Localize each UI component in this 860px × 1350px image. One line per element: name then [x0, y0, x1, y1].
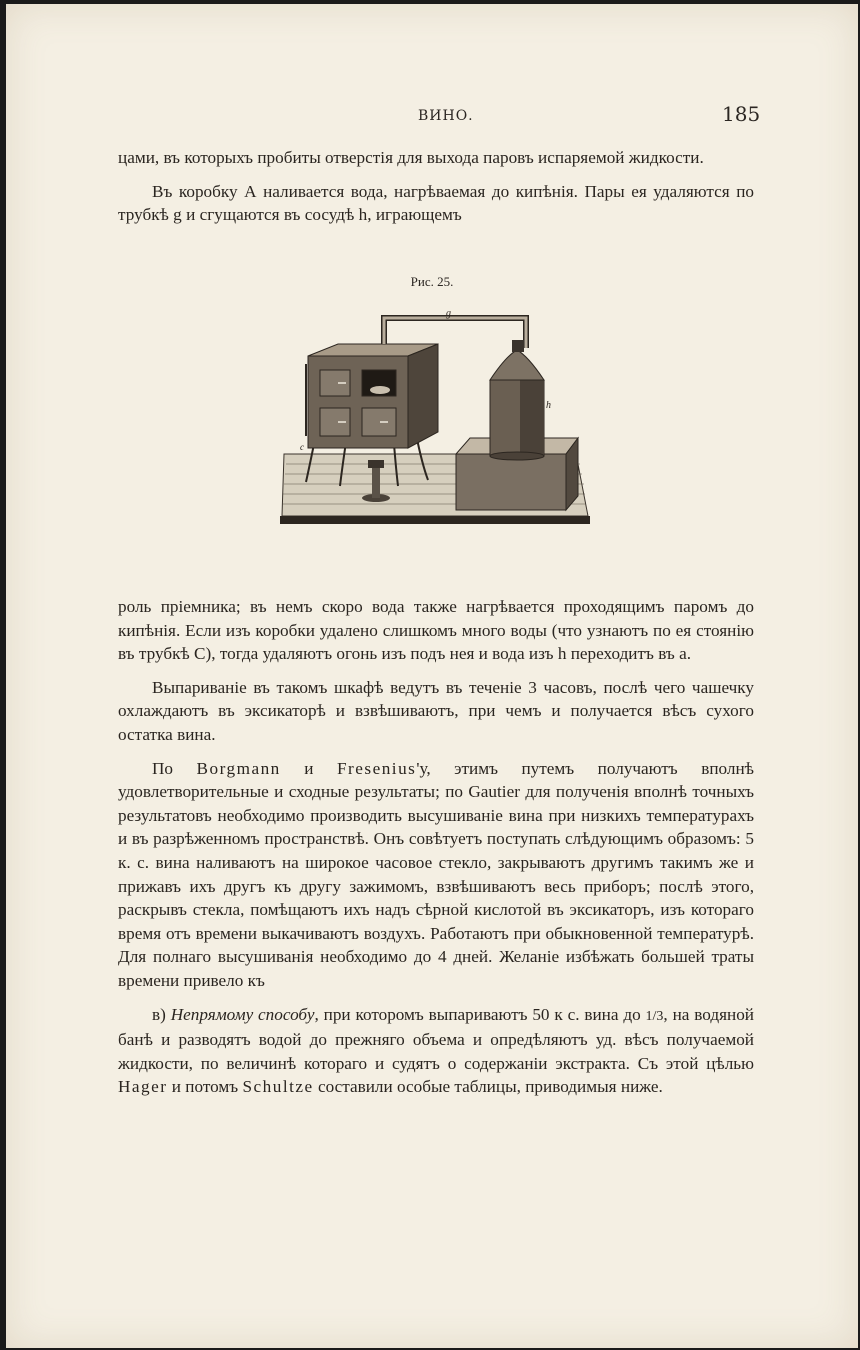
block-front — [456, 454, 566, 510]
paragraph-1: цами, въ которыхъ пробиты отверстія для выхода паровъ испаряемой жидкости. — [118, 148, 704, 167]
bottom-text-block — [118, 595, 754, 1099]
p6-text-e: составили особые таблицы, приводимыя ниже. — [313, 1077, 663, 1097]
paragraph-6 — [118, 1003, 754, 1099]
paragraph-4: Выпариваніе въ такомъ шкафѣ ведутъ въ теченіе 3 часовъ, послѣ чего чашечку охлаждаютъ въ эксикаторѣ и взвѣшиваютъ, при чемъ и получается вѣсъ сухого остатка вина. — [118, 677, 754, 744]
page-number: 185 — [722, 102, 761, 126]
label-h: h — [546, 400, 551, 411]
p6-text-a: в) — [152, 1004, 171, 1024]
figure-apparatus-illustration — [276, 304, 596, 540]
p6-text-d: и потомъ — [167, 1077, 243, 1097]
box-side — [408, 344, 438, 448]
top-text-block — [118, 146, 754, 227]
author-hager: Hager — [118, 1077, 168, 1097]
paragraph-5 — [118, 757, 754, 993]
figure-caption: Рис. 25. — [410, 274, 454, 289]
label-c: c — [300, 442, 304, 452]
running-title: ВИНО. — [418, 108, 474, 124]
page-header — [6, 102, 858, 132]
p6-text-b: , при которомъ выпариваютъ 50 к с. вина до — [314, 1004, 646, 1024]
author-fresenius: Fresenius — [336, 758, 417, 778]
table-edge — [280, 516, 590, 524]
paragraph-3: роль пріемника; въ немъ скоро вода также нагрѣвается проходящимъ паромъ до кипѣнія. Если изъ коробки удалено слишкомъ много воды (что узнаютъ по ея стоянію въ трубкѣ С), тогда удаляютъ огонь изъ подъ нея и вода изъ h переходитъ въ а. — [118, 597, 754, 664]
author-schultze: Schultze — [242, 1077, 314, 1097]
p5-text-c: 'у, этимъ путемъ получаютъ вполнѣ удовлетворительные и сходные результаты; по — [118, 758, 754, 802]
paragraph-2: Въ коробку А наливается вода, нагрѣваемая до кипѣнія. Пары ея удаляются по трубкѣ g и сгущаются въ сосудѣ h, играющемъ — [118, 181, 754, 225]
method-name-italic: Непрямому способу — [170, 1004, 315, 1024]
vessel-h — [490, 340, 544, 460]
p6-text-c: , на водяной банѣ и разводятъ водой до прежняго объема и опредѣляютъ уд. вѣсъ получаемой жидкости, по величинѣ котораго и судятъ о содержаніи экстракта. Съ этой цѣлью — [118, 1004, 754, 1073]
label-g: g — [446, 308, 451, 319]
p5-text-a: По — [152, 758, 197, 778]
author-borgmann: Borgmann — [196, 758, 281, 778]
book-page — [6, 4, 858, 1348]
p5-text-d: для полученія вполнѣ точныхъ результатовъ необходимо производить высушиваніе вина при низкихъ температурахъ и въ разрѣженномъ пространствѣ. Онъ совѣтуетъ поступать слѣдующимъ образомъ: 5 к. с. вина наливаютъ на широкое часовое стекло, закрываютъ другимъ такимъ же и прижавъ ихъ другъ къ другу зажимомъ, взвѣшиваютъ весь приборъ; послѣ этого, раскрывъ стекла, помѣщаютъ ихъ надъ сѣрной кислотой въ эксикаторъ, изъ котораго время отъ времени выкачиваютъ воздухъ. Работаютъ при обыкновенной температурѣ. Для полнаго высушиванія необходимо до 4 дней. Желаніе избѣжать большей траты времени привело къ — [118, 782, 754, 990]
evaporating-dish — [370, 386, 390, 394]
p5-text-b: и — [280, 758, 337, 778]
author-gautier: Gautier — [468, 782, 520, 802]
fraction-one-third: 1/3 — [645, 1008, 664, 1024]
